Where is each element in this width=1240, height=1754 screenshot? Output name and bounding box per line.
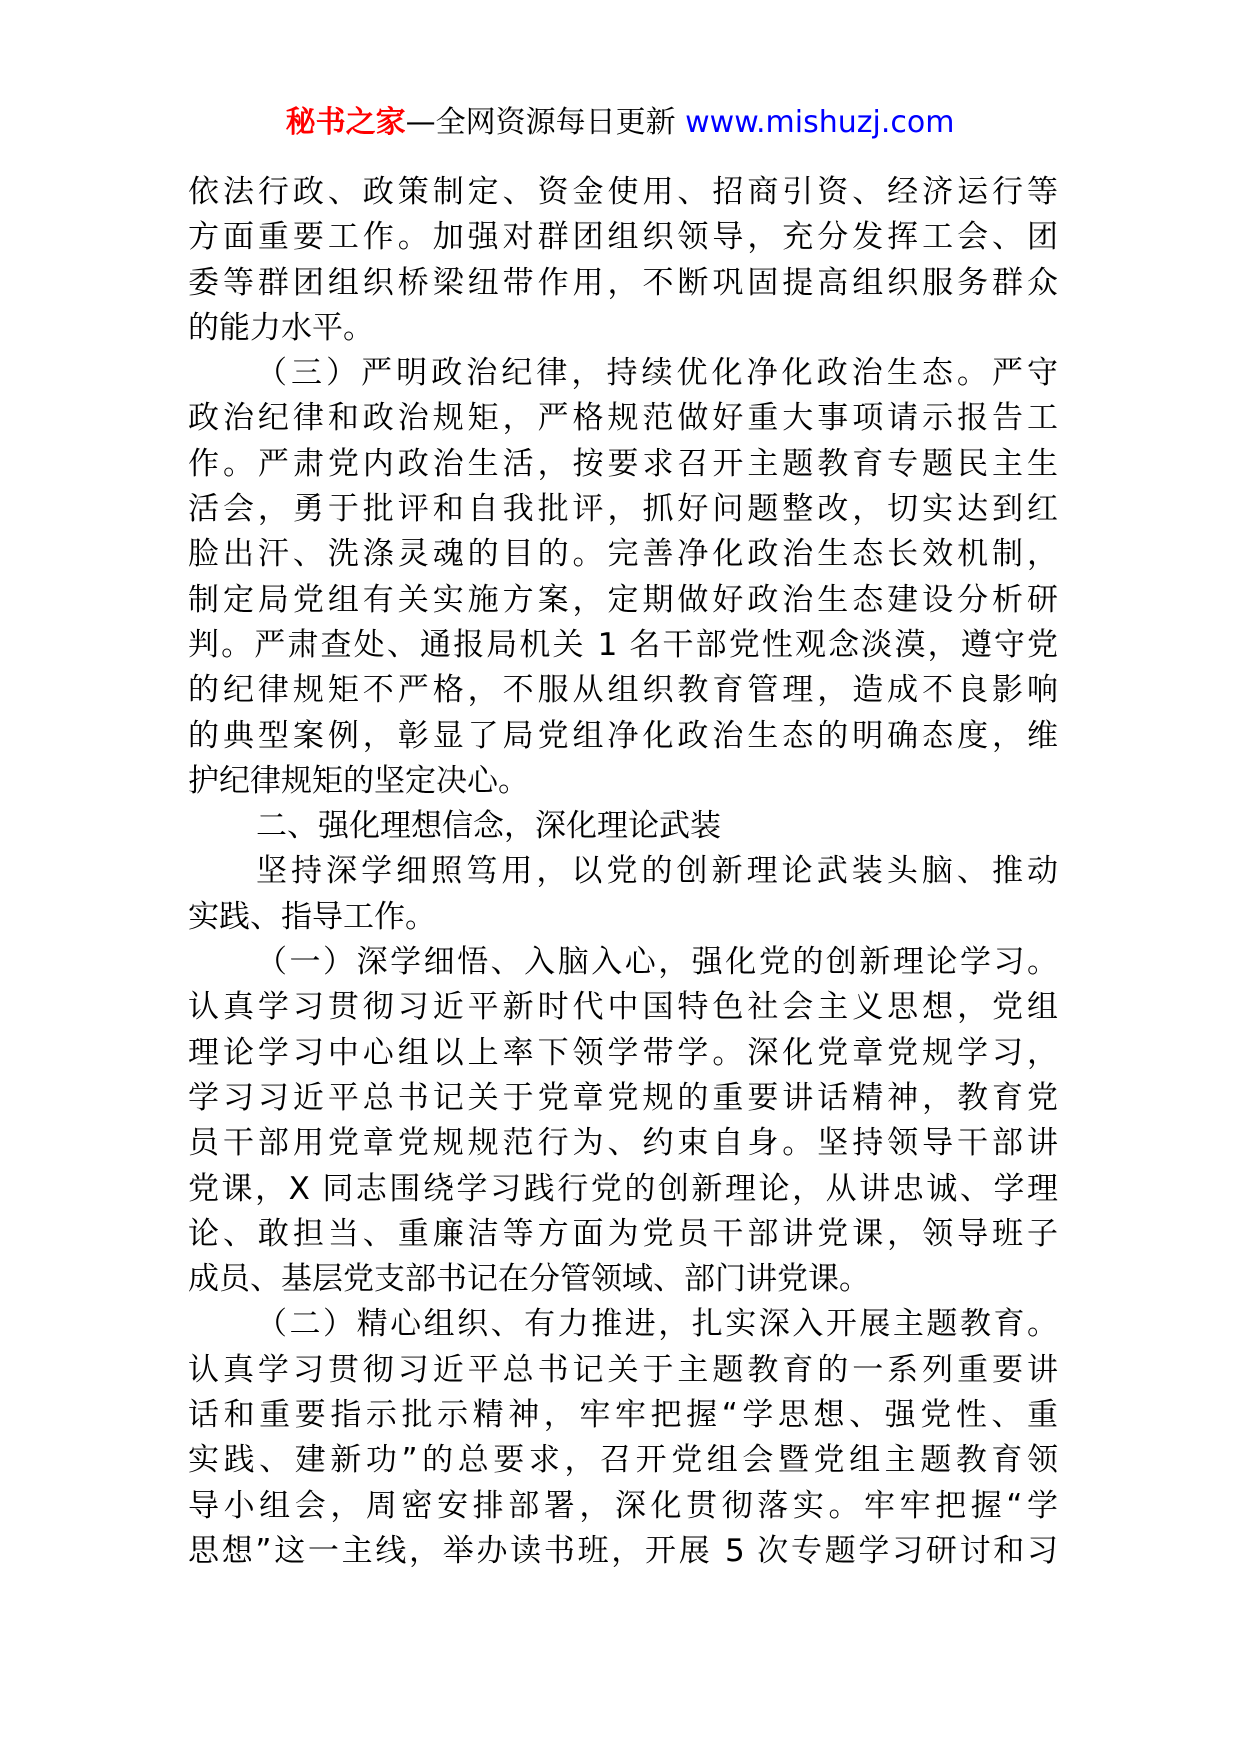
- text-line: 制定局党组有关实施方案，定期做好政治生态建设分析研: [188, 581, 1058, 618]
- text-line: 认真学习贯彻习近平总书记关于主题教育的一系列重要讲: [188, 1351, 1058, 1388]
- document-body: [188, 170, 1058, 1574]
- text-line: 思想”这一主线，举办读书班，开展 5 次专题学习研讨和习: [188, 1532, 1058, 1569]
- text-line: 成员、基层党支部书记在分管领域、部门讲党课。: [188, 1261, 870, 1298]
- text-line: 政治纪律和政治规矩，严格规范做好重大事项请示报告工: [188, 400, 1058, 437]
- text-line: 作。严肃党内政治生活，按要求召开主题教育专题民主生: [188, 445, 1058, 482]
- text-line: 导小组会，周密安排部署，深化贯彻落实。牢牢把握“学: [188, 1487, 1058, 1524]
- text-line: 论、敢担当、重廉洁等方面为党员干部讲党课，领导班子: [188, 1215, 1058, 1252]
- text-line: 方面重要工作。加强对群团组织领导，充分发挥工会、团: [188, 219, 1058, 256]
- text-line: 脸出汗、洗涤灵魂的目的。完善净化政治生态长效机制，: [188, 536, 1058, 573]
- section-lead-line: （三）严明政治纪律，持续优化净化政治生态。严守: [256, 355, 1058, 392]
- site-tagline: —全网资源每日更新: [405, 105, 686, 140]
- text-line: 党课，X 同志围绕学习践行党的创新理论，从讲忠诚、学理: [188, 1170, 1058, 1207]
- site-brand: 秘书之家: [285, 105, 406, 140]
- text-line: 话和重要指示批示精神，牢牢把握“学思想、强党性、重: [188, 1397, 1058, 1434]
- text-line: 的纪律规矩不严格，不服从组织教育管理，造成不良影响: [188, 672, 1058, 709]
- text-line: 委等群团组织桥梁纽带作用，不断巩固提高组织服务群众: [188, 264, 1058, 301]
- paragraph-lead-line: 坚持深学细照笃用，以党的创新理论武装头脑、推动: [256, 853, 1058, 890]
- section-heading: 二、强化理想信念，深化理论武装: [256, 808, 721, 845]
- text-line: 认真学习贯彻习近平新时代中国特色社会主义思想，党组: [188, 989, 1058, 1026]
- text-line: 实践、建新功”的总要求，召开党组会暨党组主题教育领: [188, 1442, 1058, 1479]
- page-header: [0, 101, 1240, 145]
- section-lead-line: （一）深学细悟、入脑入心，强化党的创新理论学习。: [256, 944, 1058, 981]
- text-line: 护纪律规矩的坚定决心。: [188, 762, 529, 799]
- text-line: 依法行政、政策制定、资金使用、招商引资、经济运行等: [188, 174, 1058, 210]
- text-line: 的典型案例，彰显了局党组净化政治生态的明确态度，维: [188, 717, 1058, 754]
- text-line: 活会，勇于批评和自我批评，抓好问题整改，切实达到红: [188, 491, 1058, 528]
- site-url[interactable]: www.mishuzj.com: [685, 105, 955, 140]
- text-line: 学习习近平总书记关于党章党规的重要讲话精神，教育党: [188, 1079, 1058, 1116]
- text-line: 判。严肃查处、通报局机关 1 名干部党性观念淡漠，遵守党: [188, 626, 1058, 663]
- text-line: 员干部用党章党规规范行为、约束自身。坚持领导干部讲: [188, 1125, 1058, 1162]
- text-line: 的能力水平。: [188, 309, 374, 346]
- text-line: 理论学习中心组以上率下领学带学。深化党章党规学习，: [188, 1034, 1058, 1071]
- text-line: 实践、指导工作。: [188, 898, 436, 935]
- section-lead-line: （二）精心组织、有力推进，扎实深入开展主题教育。: [256, 1306, 1058, 1343]
